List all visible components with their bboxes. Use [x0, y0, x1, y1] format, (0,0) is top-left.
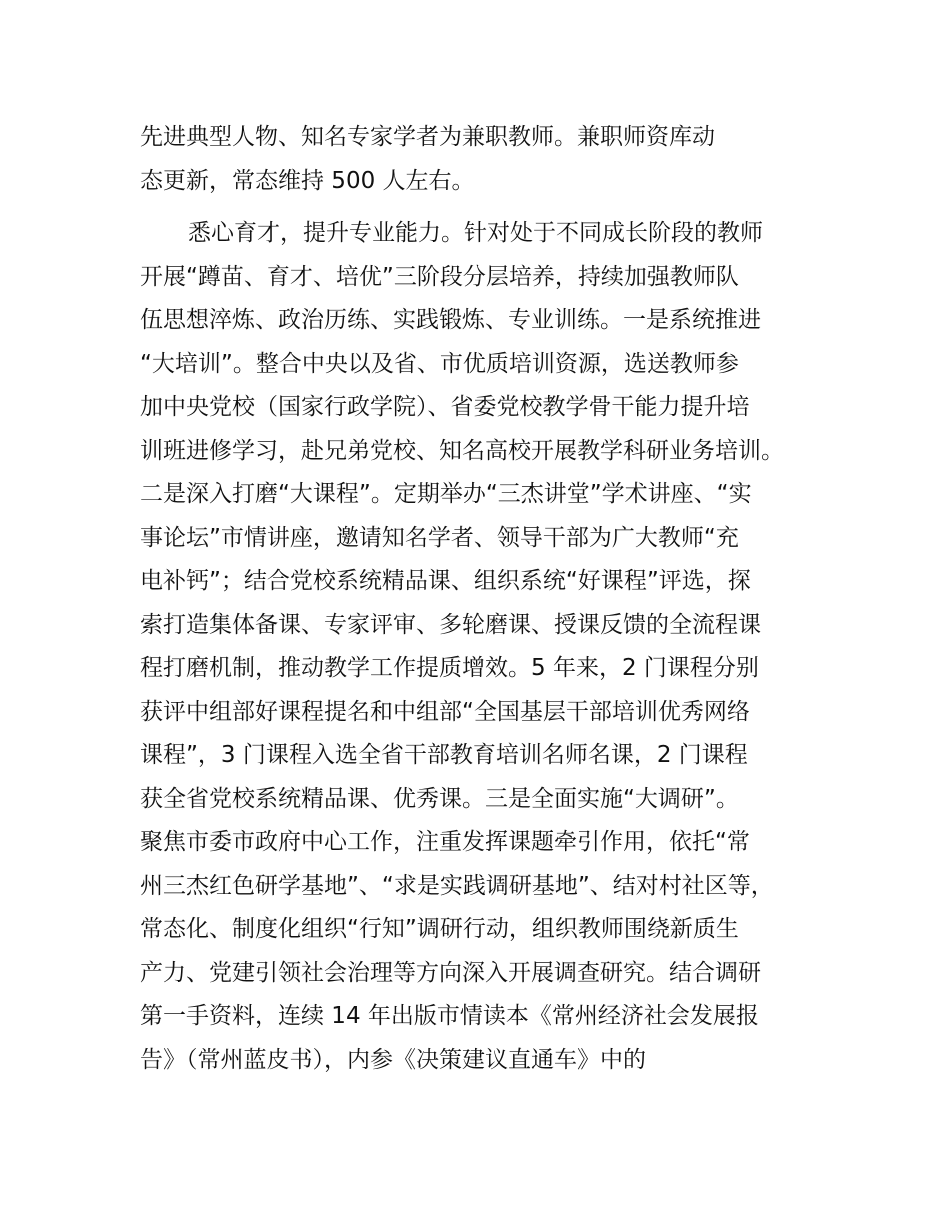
text-line: 先进典型人物、知名专家学者为兼职教师。兼职师资库动 [140, 124, 715, 150]
paragraph-faculty-pool [140, 116, 840, 203]
text-line: 获全省党校系统精品课、优秀课。三是全面实施“大调研”。 [140, 785, 739, 812]
text-line: 电补钙”；结合党校系统精品课、组织系统“好课程”评选，探 [140, 568, 751, 594]
text-line: 告》（常州蓝皮书），内参《决策建议直通车》中的 [140, 1046, 646, 1073]
text-line: 程打磨机制，推动教学工作提质增效。5 年来，2 门课程分别 [140, 655, 759, 681]
text-line: 开展“蹲苗、育才、培优”三阶段分层培养，持续加强教师队 [140, 263, 739, 290]
text-line: 聚焦市委市政府中心工作，注重发挥课题牵引作用，依托“常 [140, 829, 750, 855]
text-line: 加中央党校（国家行政学院）、省委党校教学骨干能力提升培 [140, 394, 750, 420]
text-line: 产力、党建引领社会治理等方向深入开展调查研究。结合调研 [140, 959, 761, 986]
text-line: 悉心育才，提升专业能力。针对处于不同成长阶段的教师 [188, 220, 763, 246]
text-line: 第一手资料，连续 14 年出版市情读本《常州经济社会发展报 [140, 1003, 759, 1029]
text-line: 事论坛”市情讲座，邀请知名学者、领导干部为广大教师“充 [140, 524, 739, 551]
text-line: 态更新，常态维持 500 人左右。 [140, 167, 475, 194]
text-line: 索打造集体备课、专家评审、多轮磨课、授课反馈的全流程课 [140, 611, 761, 638]
text-line: 伍思想淬炼、政治历练、实践锻炼、专业训练。一是系统推进 [140, 307, 761, 333]
text-line: 州三杰红色研学基地”、“求是实践调研基地”、结对村社区等， [140, 872, 774, 899]
text-line: 获评中组部好课程提名和中组部“全国基层干部培训优秀网络 [140, 698, 750, 725]
text-line: 课程”，3 门课程入选全省干部教育培训名师名课，2 门课程 [140, 742, 748, 768]
text-line: “大培训”。整合中央以及省、市优质培训资源，选送教师参 [140, 350, 739, 377]
text-line: 训班进修学习，赴兄弟党校、知名高校开展教学科研业务培训。 [140, 437, 784, 464]
paragraph-teacher-training [140, 212, 840, 1082]
text-line: 常态化、制度化组织“行知”调研行动，组织教师围绕新质生 [140, 916, 739, 942]
text-line: 二是深入打磨“大课程”。定期举办“三杰讲堂”学术讲座、“实 [140, 481, 752, 507]
